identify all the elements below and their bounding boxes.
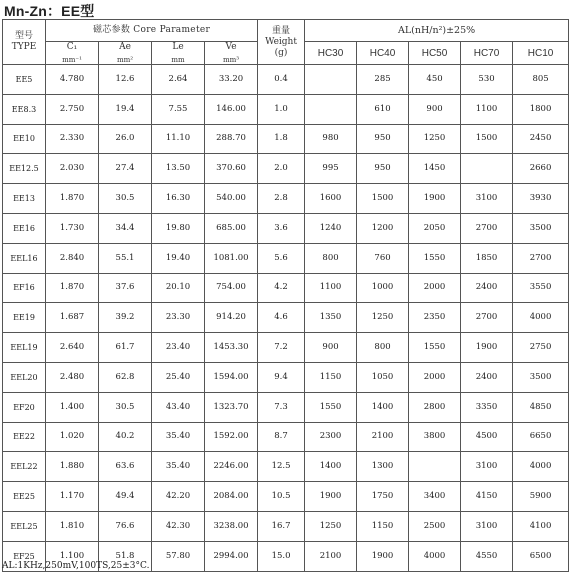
table-row <box>3 333 569 363</box>
cell-hc70: 3100 <box>461 452 513 482</box>
cell-hc50: 2800 <box>409 392 461 422</box>
param-name: Ae <box>119 42 131 52</box>
cell-hc50: 3800 <box>409 422 461 452</box>
material-header: HC70 <box>461 42 513 65</box>
cell-type: EE22 <box>3 422 46 452</box>
cell-le: 42.20 <box>152 482 205 512</box>
cell-ae: 55.1 <box>99 243 152 273</box>
cell-c1: 4.780 <box>46 65 99 95</box>
cell-hc10: 1800 <box>513 94 569 124</box>
cell-hc50: 1900 <box>409 184 461 214</box>
table-row <box>3 422 569 452</box>
cell-hc70: 1500 <box>461 124 513 154</box>
cell-ae: 19.4 <box>99 94 152 124</box>
cell-hc40: 1200 <box>357 213 409 243</box>
cell-weight: 4.2 <box>258 273 305 303</box>
cell-weight: 7.3 <box>258 392 305 422</box>
cell-c1: 1.100 <box>46 541 99 571</box>
cell-ve: 1592.00 <box>205 422 258 452</box>
cell-le: 16.30 <box>152 184 205 214</box>
cell-hc50: 2050 <box>409 213 461 243</box>
material-header: HC30 <box>305 42 357 65</box>
cell-hc10: 4000 <box>513 452 569 482</box>
cell-hc50: 2000 <box>409 273 461 303</box>
cell-hc40: 610 <box>357 94 409 124</box>
cell-hc40: 1400 <box>357 392 409 422</box>
table-row <box>3 243 569 273</box>
param-unit: mm³ <box>222 56 240 64</box>
cell-type: EEL20 <box>3 362 46 392</box>
cell-le: 57.80 <box>152 541 205 571</box>
cell-hc70: 1900 <box>461 333 513 363</box>
cell-weight: 1.0 <box>258 94 305 124</box>
table-row <box>3 362 569 392</box>
table-row <box>3 511 569 541</box>
cell-le: 11.10 <box>152 124 205 154</box>
cell-ve: 288.70 <box>205 124 258 154</box>
cell-le: 42.30 <box>152 511 205 541</box>
cell-c1: 1.020 <box>46 422 99 452</box>
cell-type: EEL16 <box>3 243 46 273</box>
cell-hc30: 1250 <box>305 511 357 541</box>
cell-type: EF25 <box>3 541 46 571</box>
cell-type: EE8.3 <box>3 94 46 124</box>
cell-weight: 2.8 <box>258 184 305 214</box>
cell-hc40: 800 <box>357 333 409 363</box>
cell-type: EF20 <box>3 392 46 422</box>
cell-hc10: 3500 <box>513 213 569 243</box>
type-header <box>3 20 46 65</box>
table-row <box>3 452 569 482</box>
table-row <box>3 124 569 154</box>
cell-le: 35.40 <box>152 452 205 482</box>
cell-hc40: 760 <box>357 243 409 273</box>
cell-le: 43.40 <box>152 392 205 422</box>
cell-ae: 49.4 <box>99 482 152 512</box>
cell-ve: 1081.00 <box>205 243 258 273</box>
cell-le: 13.50 <box>152 154 205 184</box>
cell-type: EEL19 <box>3 333 46 363</box>
cell-ae: 39.2 <box>99 303 152 333</box>
cell-weight: 7.2 <box>258 333 305 363</box>
cell-hc10: 4000 <box>513 303 569 333</box>
cell-weight: 9.4 <box>258 362 305 392</box>
cell-c1: 2.840 <box>46 243 99 273</box>
table-row <box>3 213 569 243</box>
cell-le: 2.64 <box>152 65 205 95</box>
param-header-ae <box>99 42 152 65</box>
cell-hc70: 3350 <box>461 392 513 422</box>
cell-hc70: 2400 <box>461 273 513 303</box>
cell-hc10: 805 <box>513 65 569 95</box>
cell-c1: 2.330 <box>46 124 99 154</box>
weight-header-en: Weight <box>265 36 297 47</box>
cell-hc30: 1550 <box>305 392 357 422</box>
cell-hc10: 2660 <box>513 154 569 184</box>
cell-c1: 1.730 <box>46 213 99 243</box>
table-row <box>3 273 569 303</box>
cell-hc70: 3100 <box>461 511 513 541</box>
cell-le: 7.55 <box>152 94 205 124</box>
cell-type: EE16 <box>3 213 46 243</box>
cell-ve: 914.20 <box>205 303 258 333</box>
cell-c1: 1.870 <box>46 273 99 303</box>
cell-hc40: 1050 <box>357 362 409 392</box>
core-parameter-table <box>2 19 569 572</box>
core-parameter-header: 磁芯参数 Core Parameter <box>46 20 258 42</box>
cell-ae: 30.5 <box>99 184 152 214</box>
cell-hc30: 1100 <box>305 273 357 303</box>
table-row <box>3 392 569 422</box>
cell-hc30: 1150 <box>305 362 357 392</box>
cell-hc40: 1900 <box>357 541 409 571</box>
cell-hc30: 800 <box>305 243 357 273</box>
cell-weight: 3.6 <box>258 213 305 243</box>
cell-hc50: 900 <box>409 94 461 124</box>
cell-hc30: 900 <box>305 333 357 363</box>
table-row <box>3 482 569 512</box>
param-unit: mm⁻¹ <box>62 56 82 64</box>
cell-c1: 1.687 <box>46 303 99 333</box>
table-row <box>3 184 569 214</box>
cell-type: EEL25 <box>3 511 46 541</box>
param-name: Le <box>172 42 184 52</box>
page-title: Mn-Zn：EE型 <box>4 3 95 19</box>
cell-hc40: 950 <box>357 124 409 154</box>
cell-c1: 1.870 <box>46 184 99 214</box>
cell-ve: 754.00 <box>205 273 258 303</box>
cell-le: 35.40 <box>152 422 205 452</box>
param-header-ve <box>205 42 258 65</box>
cell-c1: 2.480 <box>46 362 99 392</box>
cell-ve: 1453.30 <box>205 333 258 363</box>
cell-hc10: 2700 <box>513 243 569 273</box>
cell-hc70: 3100 <box>461 184 513 214</box>
cell-ae: 30.5 <box>99 392 152 422</box>
cell-hc30: 1900 <box>305 482 357 512</box>
cell-weight: 16.7 <box>258 511 305 541</box>
table-row <box>3 154 569 184</box>
cell-le: 23.40 <box>152 333 205 363</box>
cell-weight: 12.5 <box>258 452 305 482</box>
cell-hc40: 1300 <box>357 452 409 482</box>
cell-hc70: 2400 <box>461 362 513 392</box>
cell-c1: 1.170 <box>46 482 99 512</box>
cell-hc70: 1850 <box>461 243 513 273</box>
cell-hc70: 4550 <box>461 541 513 571</box>
weight-header-cn: 重量 <box>272 25 291 36</box>
material-header: HC50 <box>409 42 461 65</box>
cell-le: 25.40 <box>152 362 205 392</box>
weight-header <box>258 20 305 65</box>
cell-hc10: 4100 <box>513 511 569 541</box>
weight-header-unit: (g) <box>274 47 288 58</box>
material-header: HC10 <box>513 42 569 65</box>
cell-c1: 2.030 <box>46 154 99 184</box>
cell-ae: 26.0 <box>99 124 152 154</box>
cell-ae: 27.4 <box>99 154 152 184</box>
cell-hc10: 2750 <box>513 333 569 363</box>
cell-hc10: 4850 <box>513 392 569 422</box>
cell-type: EE19 <box>3 303 46 333</box>
cell-weight: 15.0 <box>258 541 305 571</box>
cell-ae: 61.7 <box>99 333 152 363</box>
measurement-note: AL:1KHz,250mV,100TS,25±3°C. <box>2 561 150 571</box>
cell-le: 20.10 <box>152 273 205 303</box>
cell-hc30: 1600 <box>305 184 357 214</box>
cell-c1: 1.810 <box>46 511 99 541</box>
cell-hc10: 3550 <box>513 273 569 303</box>
cell-ve: 2994.00 <box>205 541 258 571</box>
cell-hc50: 450 <box>409 65 461 95</box>
cell-type: EF16 <box>3 273 46 303</box>
cell-hc50 <box>409 452 461 482</box>
cell-hc30 <box>305 94 357 124</box>
cell-hc40: 1500 <box>357 184 409 214</box>
cell-hc50: 1250 <box>409 124 461 154</box>
cell-hc30: 995 <box>305 154 357 184</box>
cell-hc30 <box>305 65 357 95</box>
param-header-c1 <box>46 42 99 65</box>
cell-ve: 1323.70 <box>205 392 258 422</box>
cell-ae: 34.4 <box>99 213 152 243</box>
cell-hc10: 6500 <box>513 541 569 571</box>
cell-type: EE25 <box>3 482 46 512</box>
cell-hc50: 3400 <box>409 482 461 512</box>
cell-ve: 2246.00 <box>205 452 258 482</box>
cell-le: 19.40 <box>152 243 205 273</box>
cell-le: 19.80 <box>152 213 205 243</box>
cell-ve: 370.60 <box>205 154 258 184</box>
cell-weight: 8.7 <box>258 422 305 452</box>
cell-hc10: 5900 <box>513 482 569 512</box>
table-row <box>3 303 569 333</box>
cell-c1: 1.880 <box>46 452 99 482</box>
param-name: Ve <box>225 42 237 52</box>
cell-ve: 146.00 <box>205 94 258 124</box>
cell-hc40: 1150 <box>357 511 409 541</box>
cell-weight: 1.8 <box>258 124 305 154</box>
type-header-en: TYPE <box>11 42 37 52</box>
table-row <box>3 94 569 124</box>
material-header: HC40 <box>357 42 409 65</box>
cell-ae: 63.6 <box>99 452 152 482</box>
cell-ae: 76.6 <box>99 511 152 541</box>
cell-hc30: 980 <box>305 124 357 154</box>
cell-c1: 2.750 <box>46 94 99 124</box>
param-header-le <box>152 42 205 65</box>
cell-hc40: 1750 <box>357 482 409 512</box>
cell-ae: 51.8 <box>99 541 152 571</box>
cell-hc70: 530 <box>461 65 513 95</box>
param-unit: mm <box>171 56 185 64</box>
cell-ae: 12.6 <box>99 65 152 95</box>
cell-ae: 40.2 <box>99 422 152 452</box>
cell-type: EE5 <box>3 65 46 95</box>
cell-hc50: 2500 <box>409 511 461 541</box>
cell-hc70: 1100 <box>461 94 513 124</box>
cell-hc50: 1550 <box>409 243 461 273</box>
cell-ve: 1594.00 <box>205 362 258 392</box>
cell-hc50: 2000 <box>409 362 461 392</box>
table-body <box>3 65 569 572</box>
cell-hc70: 4500 <box>461 422 513 452</box>
cell-hc50: 2350 <box>409 303 461 333</box>
cell-hc70: 4150 <box>461 482 513 512</box>
cell-hc40: 1000 <box>357 273 409 303</box>
cell-weight: 0.4 <box>258 65 305 95</box>
cell-hc30: 1350 <box>305 303 357 333</box>
cell-hc30: 2300 <box>305 422 357 452</box>
cell-ve: 3238.00 <box>205 511 258 541</box>
cell-hc40: 1250 <box>357 303 409 333</box>
cell-hc10: 3930 <box>513 184 569 214</box>
cell-hc10: 3500 <box>513 362 569 392</box>
cell-hc50: 1550 <box>409 333 461 363</box>
cell-hc30: 1400 <box>305 452 357 482</box>
cell-c1: 1.400 <box>46 392 99 422</box>
param-name: C₁ <box>66 42 78 52</box>
cell-ve: 540.00 <box>205 184 258 214</box>
cell-ve: 2084.00 <box>205 482 258 512</box>
cell-ae: 62.8 <box>99 362 152 392</box>
cell-hc70: 2700 <box>461 213 513 243</box>
cell-hc40: 285 <box>357 65 409 95</box>
cell-ve: 685.00 <box>205 213 258 243</box>
param-unit: mm² <box>116 56 134 64</box>
cell-ve: 33.20 <box>205 65 258 95</box>
type-header-cn: 型号 <box>14 31 33 41</box>
cell-hc10: 6650 <box>513 422 569 452</box>
cell-type: EEL22 <box>3 452 46 482</box>
cell-hc50: 1450 <box>409 154 461 184</box>
al-header: AL(nH/n²)±25% <box>305 20 569 42</box>
cell-hc30: 1240 <box>305 213 357 243</box>
cell-weight: 10.5 <box>258 482 305 512</box>
cell-le: 23.30 <box>152 303 205 333</box>
cell-weight: 4.6 <box>258 303 305 333</box>
cell-hc70: 2700 <box>461 303 513 333</box>
cell-hc10: 2450 <box>513 124 569 154</box>
cell-type: EE10 <box>3 124 46 154</box>
cell-hc40: 950 <box>357 154 409 184</box>
cell-ae: 37.6 <box>99 273 152 303</box>
cell-hc30: 2100 <box>305 541 357 571</box>
cell-weight: 2.0 <box>258 154 305 184</box>
table-row <box>3 65 569 95</box>
cell-type: EE13 <box>3 184 46 214</box>
cell-c1: 2.640 <box>46 333 99 363</box>
cell-hc70 <box>461 154 513 184</box>
cell-type: EE12.5 <box>3 154 46 184</box>
cell-hc50: 4000 <box>409 541 461 571</box>
cell-hc40: 2100 <box>357 422 409 452</box>
cell-weight: 5.6 <box>258 243 305 273</box>
